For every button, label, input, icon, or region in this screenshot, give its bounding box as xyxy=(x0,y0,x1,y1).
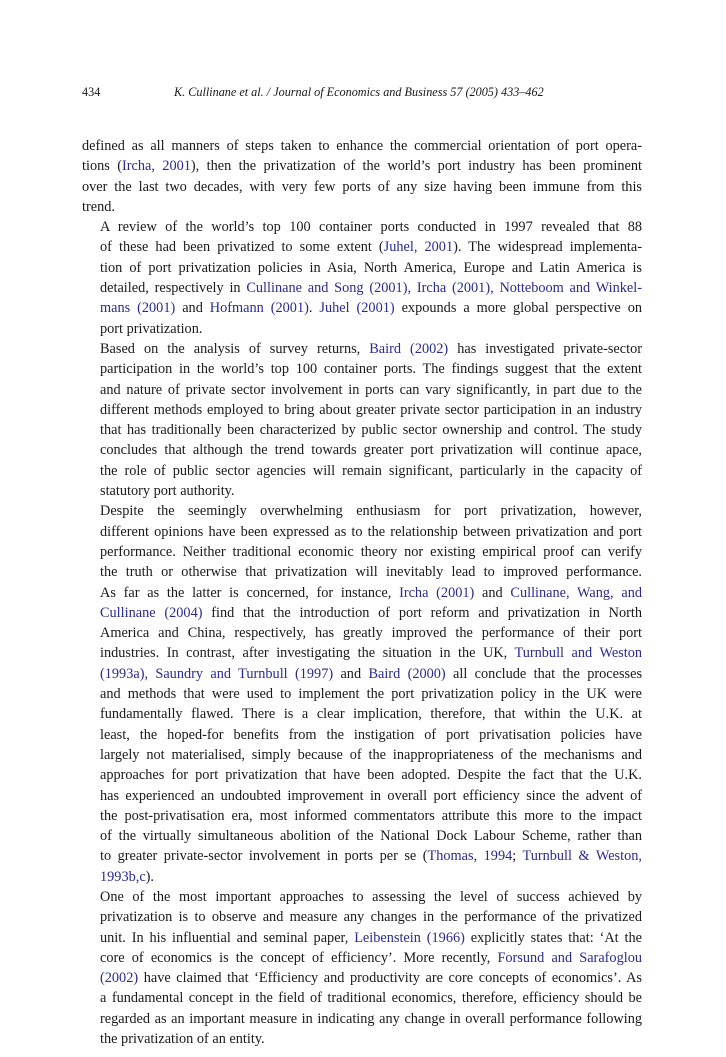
text-run: different methods employed to bring about greater private sector participation in an industry xyxy=(100,401,642,418)
text-line xyxy=(82,988,642,1008)
citation-link[interactable]: Cullinane and Song (2001), Ircha (2001), Notteboom and Winkel- xyxy=(246,280,642,297)
journal-page xyxy=(82,82,642,1049)
text-line xyxy=(82,440,642,460)
text-line xyxy=(82,928,642,948)
text-line xyxy=(82,339,642,359)
text-line xyxy=(82,583,642,603)
text-line xyxy=(82,725,642,745)
citation-link[interactable]: 1993b,c xyxy=(100,868,146,885)
text-run: participation in the world’s top 100 container ports. The findings suggest that the extent xyxy=(100,361,642,378)
text-line xyxy=(82,562,642,582)
text-run: tion of port privatization policies in Asia, North America, Europe and Latin America is xyxy=(100,259,642,276)
text-run: the truth or otherwise that privatization will inevitably lead to improved performance. xyxy=(100,564,642,581)
text-run: have claimed that ‘Efficiency and productivity are core concepts of economics’. As xyxy=(138,970,642,987)
text-run: all conclude that the processes xyxy=(445,665,643,682)
text-line xyxy=(82,298,642,318)
paragraph xyxy=(82,217,642,339)
text-run: the post-privatisation era, most informed commentators attribute this more to the impact xyxy=(100,807,642,824)
text-run: explicitly states that: ‘At the xyxy=(464,929,642,946)
text-line xyxy=(82,948,642,968)
text-line xyxy=(82,684,642,704)
text-line xyxy=(82,1029,642,1049)
citation-link[interactable]: Baird (2000) xyxy=(368,665,446,682)
paragraph xyxy=(82,339,642,501)
text-run: core of economics is the concept of efficiency’. More recently, xyxy=(100,949,498,966)
text-line xyxy=(82,968,642,988)
text-run: regarded as an important measure in indicating any change in overall performance following xyxy=(100,1010,642,1027)
text-line xyxy=(82,704,642,724)
text-run: ). The widespread implementa- xyxy=(453,239,642,256)
text-line xyxy=(82,522,642,542)
text-line xyxy=(82,1009,642,1029)
citation-link[interactable]: Ircha, 2001 xyxy=(121,158,191,175)
text-line xyxy=(82,603,642,623)
text-run: statutory port authority. xyxy=(100,483,235,500)
text-run: approaches for port privatization that have been adopted. Despite the fact that the U.K. xyxy=(100,767,642,784)
text-run: least, the hoped-for benefits from the instigation of port privatisation policies have xyxy=(100,726,642,743)
text-line xyxy=(82,258,642,278)
text-line xyxy=(82,643,642,663)
text-line xyxy=(82,237,642,257)
text-line xyxy=(82,542,642,562)
paragraph xyxy=(82,887,642,1049)
text-run: ), then the privatization of the world’s port industry has been prominent xyxy=(190,158,642,175)
citation-link[interactable]: Hofmann (2001) xyxy=(209,300,309,317)
text-run: over the last two decades, with very few ports of any size having been immune from this xyxy=(82,178,642,195)
text-run: detailed, respectively in xyxy=(100,280,247,297)
text-line xyxy=(82,664,642,684)
text-run: different opinions have been expressed as to the relationship between privatization and port xyxy=(100,523,642,540)
citation-link[interactable]: Thomas, 1994 xyxy=(427,848,513,865)
text-run: port privatization. xyxy=(100,320,203,337)
text-run: fundamentally flawed. There is a clear implication, therefore, that within the U.K. at xyxy=(100,706,642,723)
text-run: America and China, respectively, has greatly improved the performance of their port xyxy=(100,625,642,642)
text-run: largely not materialised, simply because of the inappropriateness of the mechanisms and xyxy=(100,746,642,763)
citation-link[interactable]: Cullinane (2004) xyxy=(100,604,203,621)
text-run: As far as the latter is concerned, for instance, xyxy=(100,584,400,601)
text-run: defined as all manners of steps taken to enhance the commercial orientation of port opera- xyxy=(82,138,642,154)
citation-link[interactable]: Cullinane, Wang, and xyxy=(510,584,642,601)
text-run: and xyxy=(333,665,369,682)
text-line xyxy=(82,481,642,501)
text-line xyxy=(82,461,642,481)
citation-link[interactable]: mans (2001) xyxy=(100,300,176,317)
text-run: find that the introduction of port reform and privatization in North xyxy=(202,604,642,621)
text-run: has investigated private-sector xyxy=(448,340,642,357)
text-line xyxy=(82,846,642,866)
text-line xyxy=(82,380,642,400)
text-line xyxy=(82,806,642,826)
text-line xyxy=(82,156,642,176)
text-run: concludes that although the trend towards greater port privatization will continue apace, xyxy=(100,442,642,459)
text-line xyxy=(82,826,642,846)
text-run: unit. In his influential and seminal paper, xyxy=(100,929,355,946)
text-run: and xyxy=(474,584,511,601)
citation-link[interactable]: Leibenstein (1966) xyxy=(354,929,465,946)
text-run: performance. Neither traditional economic theory nor existing empirical proof can verify xyxy=(100,543,642,560)
text-run: . xyxy=(308,300,320,317)
text-run: industries. In contrast, after investigating the situation in the UK, xyxy=(100,645,515,662)
text-line xyxy=(82,501,642,521)
text-run: Based on the analysis of survey returns, xyxy=(100,340,370,357)
running-title: K. Cullinane et al. / Journal of Economics and Business 57 (2005) 433–462 xyxy=(174,85,544,99)
text-line xyxy=(82,420,642,440)
text-line xyxy=(82,197,642,217)
citation-link[interactable]: Forsund and Sarafoglou xyxy=(497,949,642,966)
text-run: to greater private-sector involvement in ports per se ( xyxy=(100,848,428,865)
text-run: the role of public sector agencies will remain significant, particularly in the capacity of xyxy=(100,462,642,479)
page-number: 434 xyxy=(82,85,101,99)
text-line xyxy=(82,400,642,420)
citation-link[interactable]: (2002) xyxy=(100,970,139,987)
text-run: of these had been privatized to some extent ( xyxy=(100,239,384,256)
citation-link[interactable]: (1993a), Saundry and Turnbull (1997) xyxy=(100,665,334,682)
citation-link[interactable]: Baird (2002) xyxy=(369,340,449,357)
text-run: Despite the seemingly overwhelming enthusiasm for port privatization, however, xyxy=(100,503,642,520)
text-line xyxy=(82,765,642,785)
paragraph xyxy=(82,136,642,217)
text-run: that has traditionally been characterized by public sector ownership and control. The study xyxy=(100,422,642,439)
citation-link[interactable]: Turnbull & Weston, xyxy=(522,848,642,865)
text-run: expounds a more global perspective on xyxy=(394,300,642,317)
text-run: tions ( xyxy=(82,158,122,175)
text-run: One of the most important approaches to assessing the level of success achieved by xyxy=(100,888,642,905)
text-line xyxy=(82,745,642,765)
text-run: has experienced an undoubted improvement in overall port efficiency since the advent of xyxy=(100,787,642,804)
text-line xyxy=(82,319,642,339)
citation-link[interactable]: Ircha (2001) xyxy=(399,584,475,601)
article-body xyxy=(82,136,642,1049)
text-run: privatization is to observe and measure any changes in the performance of the privatized xyxy=(100,909,642,926)
text-run: trend. xyxy=(82,198,115,215)
citation-link[interactable]: Juhel (2001) xyxy=(319,300,395,317)
text-line xyxy=(82,177,642,197)
text-run: a fundamental concept in the field of traditional economics, therefore, efficiency should be xyxy=(100,990,642,1007)
text-line xyxy=(82,623,642,643)
text-run: and xyxy=(175,300,210,317)
citation-link[interactable]: Juhel, 2001 xyxy=(383,239,454,256)
text-line xyxy=(82,217,642,237)
text-run: and nature of private sector involvement in ports can vary significantly, in part due to the xyxy=(100,381,642,398)
text-line xyxy=(82,278,642,298)
text-run: the privatization of an entity. xyxy=(100,1031,265,1048)
text-run: ). xyxy=(145,868,155,885)
text-run: and methods that were used to implement the port privatization policy in the UK were xyxy=(100,686,642,703)
paragraph xyxy=(82,501,642,887)
text-run: ; xyxy=(512,848,523,865)
text-line xyxy=(82,359,642,379)
text-line xyxy=(82,867,642,887)
text-line xyxy=(82,136,642,156)
text-run: A review of the world’s top 100 container ports conducted in 1997 revealed that 88 xyxy=(100,219,642,236)
text-run: of the virtually simultaneous abolition of the National Dock Labour Scheme, rather than xyxy=(100,828,642,845)
text-line xyxy=(82,907,642,927)
text-line xyxy=(82,887,642,907)
text-line xyxy=(82,786,642,806)
running-header xyxy=(82,82,642,102)
citation-link[interactable]: Turnbull and Weston xyxy=(514,645,642,662)
